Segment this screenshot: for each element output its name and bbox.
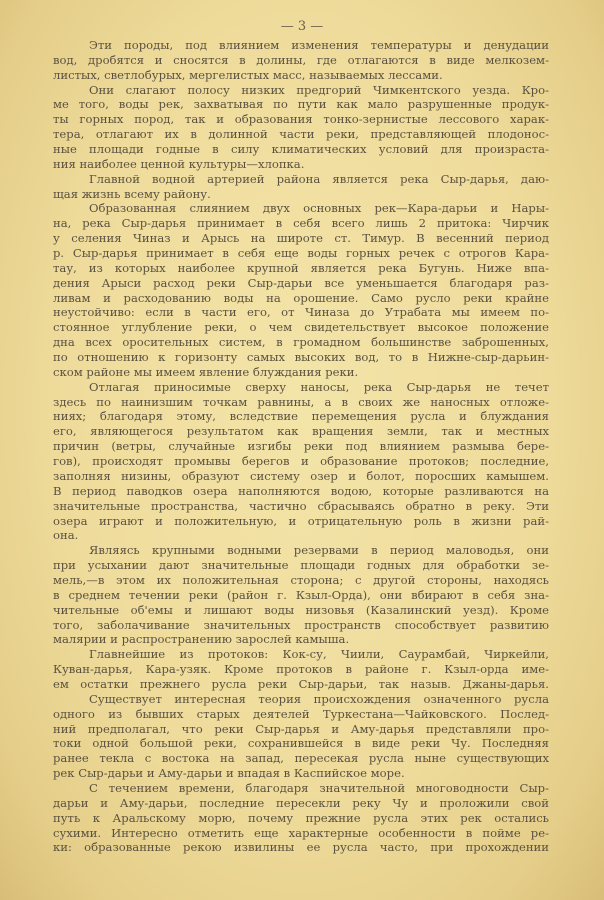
text-line: [53, 38, 549, 53]
text-line-content: у селения Чиназ и Арысь на широте ст. Тимур. В весенний период: [53, 231, 549, 246]
text-line-content: стоянное углубление реки, о чем свидетельствует высокое положение: [53, 320, 549, 335]
text-line: [53, 380, 549, 395]
text-line: [53, 276, 549, 291]
text-line: [53, 157, 549, 172]
text-line: [53, 97, 549, 112]
paragraph: [53, 172, 549, 202]
text-line-content: чительные об'емы и лишают воды низовья (Казалинский уезд). Кроме: [53, 602, 549, 617]
paragraph: [53, 201, 549, 379]
paragraph: [53, 647, 549, 692]
text-line: [53, 246, 549, 261]
text-line-content: ний предполагал, что реки Сыр-дарья и Аму-дарья представляли про-: [53, 721, 549, 736]
text-line: [53, 588, 549, 603]
text-line: [53, 632, 549, 647]
text-line: [53, 68, 549, 83]
text-line-content: Существует интересная теория происхождения означенного русла: [89, 691, 549, 706]
text-line-content: ния наиболее ценной культуры—хлопка.: [53, 156, 305, 171]
paragraph: [53, 781, 549, 855]
text-line: [53, 187, 549, 202]
text-line-content: того, заболачивание значительных пространств способствует развитию: [53, 617, 549, 632]
text-line: [53, 751, 549, 766]
text-line: [53, 439, 549, 454]
text-line: [53, 528, 549, 543]
text-line-content: значительные пространства, частично сбрасываясь обратно в реку. Эти: [53, 498, 549, 513]
text-line: [53, 261, 549, 276]
paragraph: [53, 380, 549, 543]
text-line-content: щая жизнь всему району.: [53, 186, 211, 201]
text-line-content: В период паводков озера наполняются водою, которые разливаются на: [53, 483, 549, 498]
text-line: [53, 172, 549, 187]
text-line-content: ты горных пород, так и образования тонко-зернистые лессового харак-: [53, 112, 549, 127]
text-line: [53, 201, 549, 216]
text-line-content: на, река Сыр-дарья принимает в себя всего лишь 2 притока: Чирчик: [53, 216, 549, 231]
text-line: [53, 454, 549, 469]
text-line-content: гов), происходят промывы берегов и образование протоков; последние,: [53, 454, 549, 469]
text-line: [53, 618, 549, 633]
text-line: [53, 395, 549, 410]
text-line: [53, 796, 549, 811]
text-line-content: причин (ветры, случайные изгибы реки под влиянием размыва бере-: [53, 439, 549, 454]
text-line: [53, 469, 549, 484]
text-line: [53, 692, 549, 707]
text-line: [53, 573, 549, 588]
text-line-content: дарьи и Аму-дарьи, последние пересекли реку Чу и проложили свой: [53, 795, 549, 810]
text-line-content: р. Сыр-дарья принимает в себя еще воды горных речек с отрогов Кара-: [53, 246, 549, 261]
text-line: [53, 231, 549, 246]
text-line-content: его, являющегося результатом как вращения земли, так и местных: [53, 424, 549, 439]
text-line-content: тера, отлагают их в долинной части реки, представляющей плодонос-: [53, 127, 549, 142]
text-line-content: вод, дробятся и сносятся в долины, где отлагаются в виде мелкозем-: [53, 52, 549, 67]
text-line: [53, 603, 549, 618]
paragraph: [53, 83, 549, 172]
text-line: [53, 112, 549, 127]
text-line: [53, 543, 549, 558]
text-line: [53, 781, 549, 796]
text-line: [53, 142, 549, 157]
text-line: [53, 766, 549, 781]
text-line: [53, 305, 549, 320]
text-line-content: путь к Аральскому морю, почему прежние русла этих рек остались: [53, 810, 549, 825]
text-line-content: Эти породы, под влиянием изменения температуры и денудации: [89, 38, 549, 52]
page-number: — 3 —: [280, 19, 324, 34]
text-line-content: заполняя низины, образуют систему озер и болот, поросших камышем.: [53, 468, 549, 483]
text-line: [53, 291, 549, 306]
paragraph: [53, 543, 549, 647]
text-line-content: Они слагают полосу низких предгорий Чимкентского уезда. Кро-: [89, 82, 549, 97]
text-line: [53, 350, 549, 365]
text-line-content: озера играют и положительную, и отрицательную роль в жизни рай-: [53, 513, 549, 528]
text-line-content: ниях; благодаря этому, вследствие перемещения русла и блуждания: [53, 409, 549, 424]
text-line: [53, 216, 549, 231]
text-line-content: токи одной большой реки, сохранившейся в виде реки Чу. Последняя: [53, 736, 549, 751]
text-line-content: Образованная слиянием двух основных рек—Кара-дарьи и Нары-: [89, 201, 549, 216]
text-line-content: С течением времени, благодаря значительной многоводности Сыр-: [89, 780, 549, 795]
text-line: [53, 514, 549, 529]
text-line: [53, 409, 549, 424]
text-line: [53, 484, 549, 499]
text-line: [53, 365, 549, 380]
text-line: [53, 722, 549, 737]
text-line-content: сухими. Интересно отметить еще характерные особенности в пойме ре-: [53, 825, 549, 840]
text-line-content: ные площади годные в силу климатических условий для произраста-: [53, 142, 549, 157]
text-line-content: здесь по наинизшим точкам равнины, а в своих же наносных отложе-: [53, 394, 549, 409]
text-line-content: ранее текла с востока на запад, пересекая русла ныне существующих: [53, 751, 549, 766]
text-line: [53, 647, 549, 662]
text-line: [53, 811, 549, 826]
text-line-content: в среднем течении реки (район г. Кзыл-Орда), они вбирают в себя зна-: [53, 587, 549, 602]
text-line-content: она.: [53, 528, 79, 543]
text-line: [53, 320, 549, 335]
text-line: [53, 677, 549, 692]
text-line-content: дения Арыси расход реки Сыр-дарьи все уменьшается благодаря раз-: [53, 275, 549, 290]
paragraph: [53, 692, 549, 781]
text-line: [53, 127, 549, 142]
text-line: [53, 707, 549, 722]
text-line: [53, 499, 549, 514]
text-line: [53, 558, 549, 573]
text-line-content: тау, из которых наиболее крупной является река Бугунь. Ниже впа-: [53, 260, 549, 275]
body-text: [53, 38, 549, 855]
text-line-content: ме того, воды рек, захватывая по пути как мало разрушенные продук-: [53, 97, 549, 112]
text-line-content: по отношению к горизонту самых высоких вод, то в Нижне-сыр-дарьин-: [53, 350, 549, 365]
text-line-content: неустойчиво: если в части его, от Чиназа до Утрабата мы имеем по-: [53, 305, 549, 320]
text-line-content: при усыхании дают значительные площади годных для обработки зе-: [53, 558, 549, 573]
text-line-content: Отлагая приносимые сверху наносы, река Сыр-дарья не течет: [89, 379, 549, 394]
text-line-content: Главнейшие из протоков: Кок-су, Чиили, Саурамбай, Чиркейли,: [89, 647, 549, 662]
text-line-content: рек Сыр-дарьи и Аму-дарьи и впадая в Каспийское море.: [53, 766, 405, 781]
text-line-content: малярии и распространению зарослей камыша.: [53, 632, 350, 647]
text-line: [53, 840, 549, 855]
text-line-content: мель,—в этом их положительная сторона; с другой стороны, находясь: [53, 572, 549, 587]
text-line-content: дна всех оросительных систем, в громадном большинстве заброшенных,: [53, 335, 549, 350]
text-line-content: одного из бывших старых деятелей Туркестана—Чайковского. Послед-: [53, 706, 549, 721]
text-line-content: ем остатки прежнего русла реки Сыр-дарьи, так назыв. Джаны-дарья.: [53, 676, 549, 691]
text-line-content: Главной водной артерией района является река Сыр-дарья, даю-: [89, 171, 549, 186]
text-line: [53, 83, 549, 98]
paragraph: [53, 38, 549, 83]
text-line: [53, 424, 549, 439]
text-line: [53, 826, 549, 841]
text-line-content: листых, светлобурых, мергелистых масс, называемых лессами.: [53, 67, 443, 82]
text-line: [53, 736, 549, 751]
text-line-content: ском районе мы имеем явление блуждания реки.: [53, 364, 359, 379]
text-line: [53, 662, 549, 677]
text-line: [53, 335, 549, 350]
text-line-content: ки: образованные рекою извилины ее русла часто, при прохождении: [53, 840, 549, 855]
text-line-content: ливам и расходованию воды на орошение. Само русло реки крайне: [53, 290, 549, 305]
text-line-content: Куван-дарья, Кара-узяк. Кроме протоков в районе г. Кзыл-орда име-: [53, 662, 549, 677]
text-line: [53, 53, 549, 68]
text-line-content: Являясь крупными водными резервами в период маловодья, они: [89, 543, 549, 558]
